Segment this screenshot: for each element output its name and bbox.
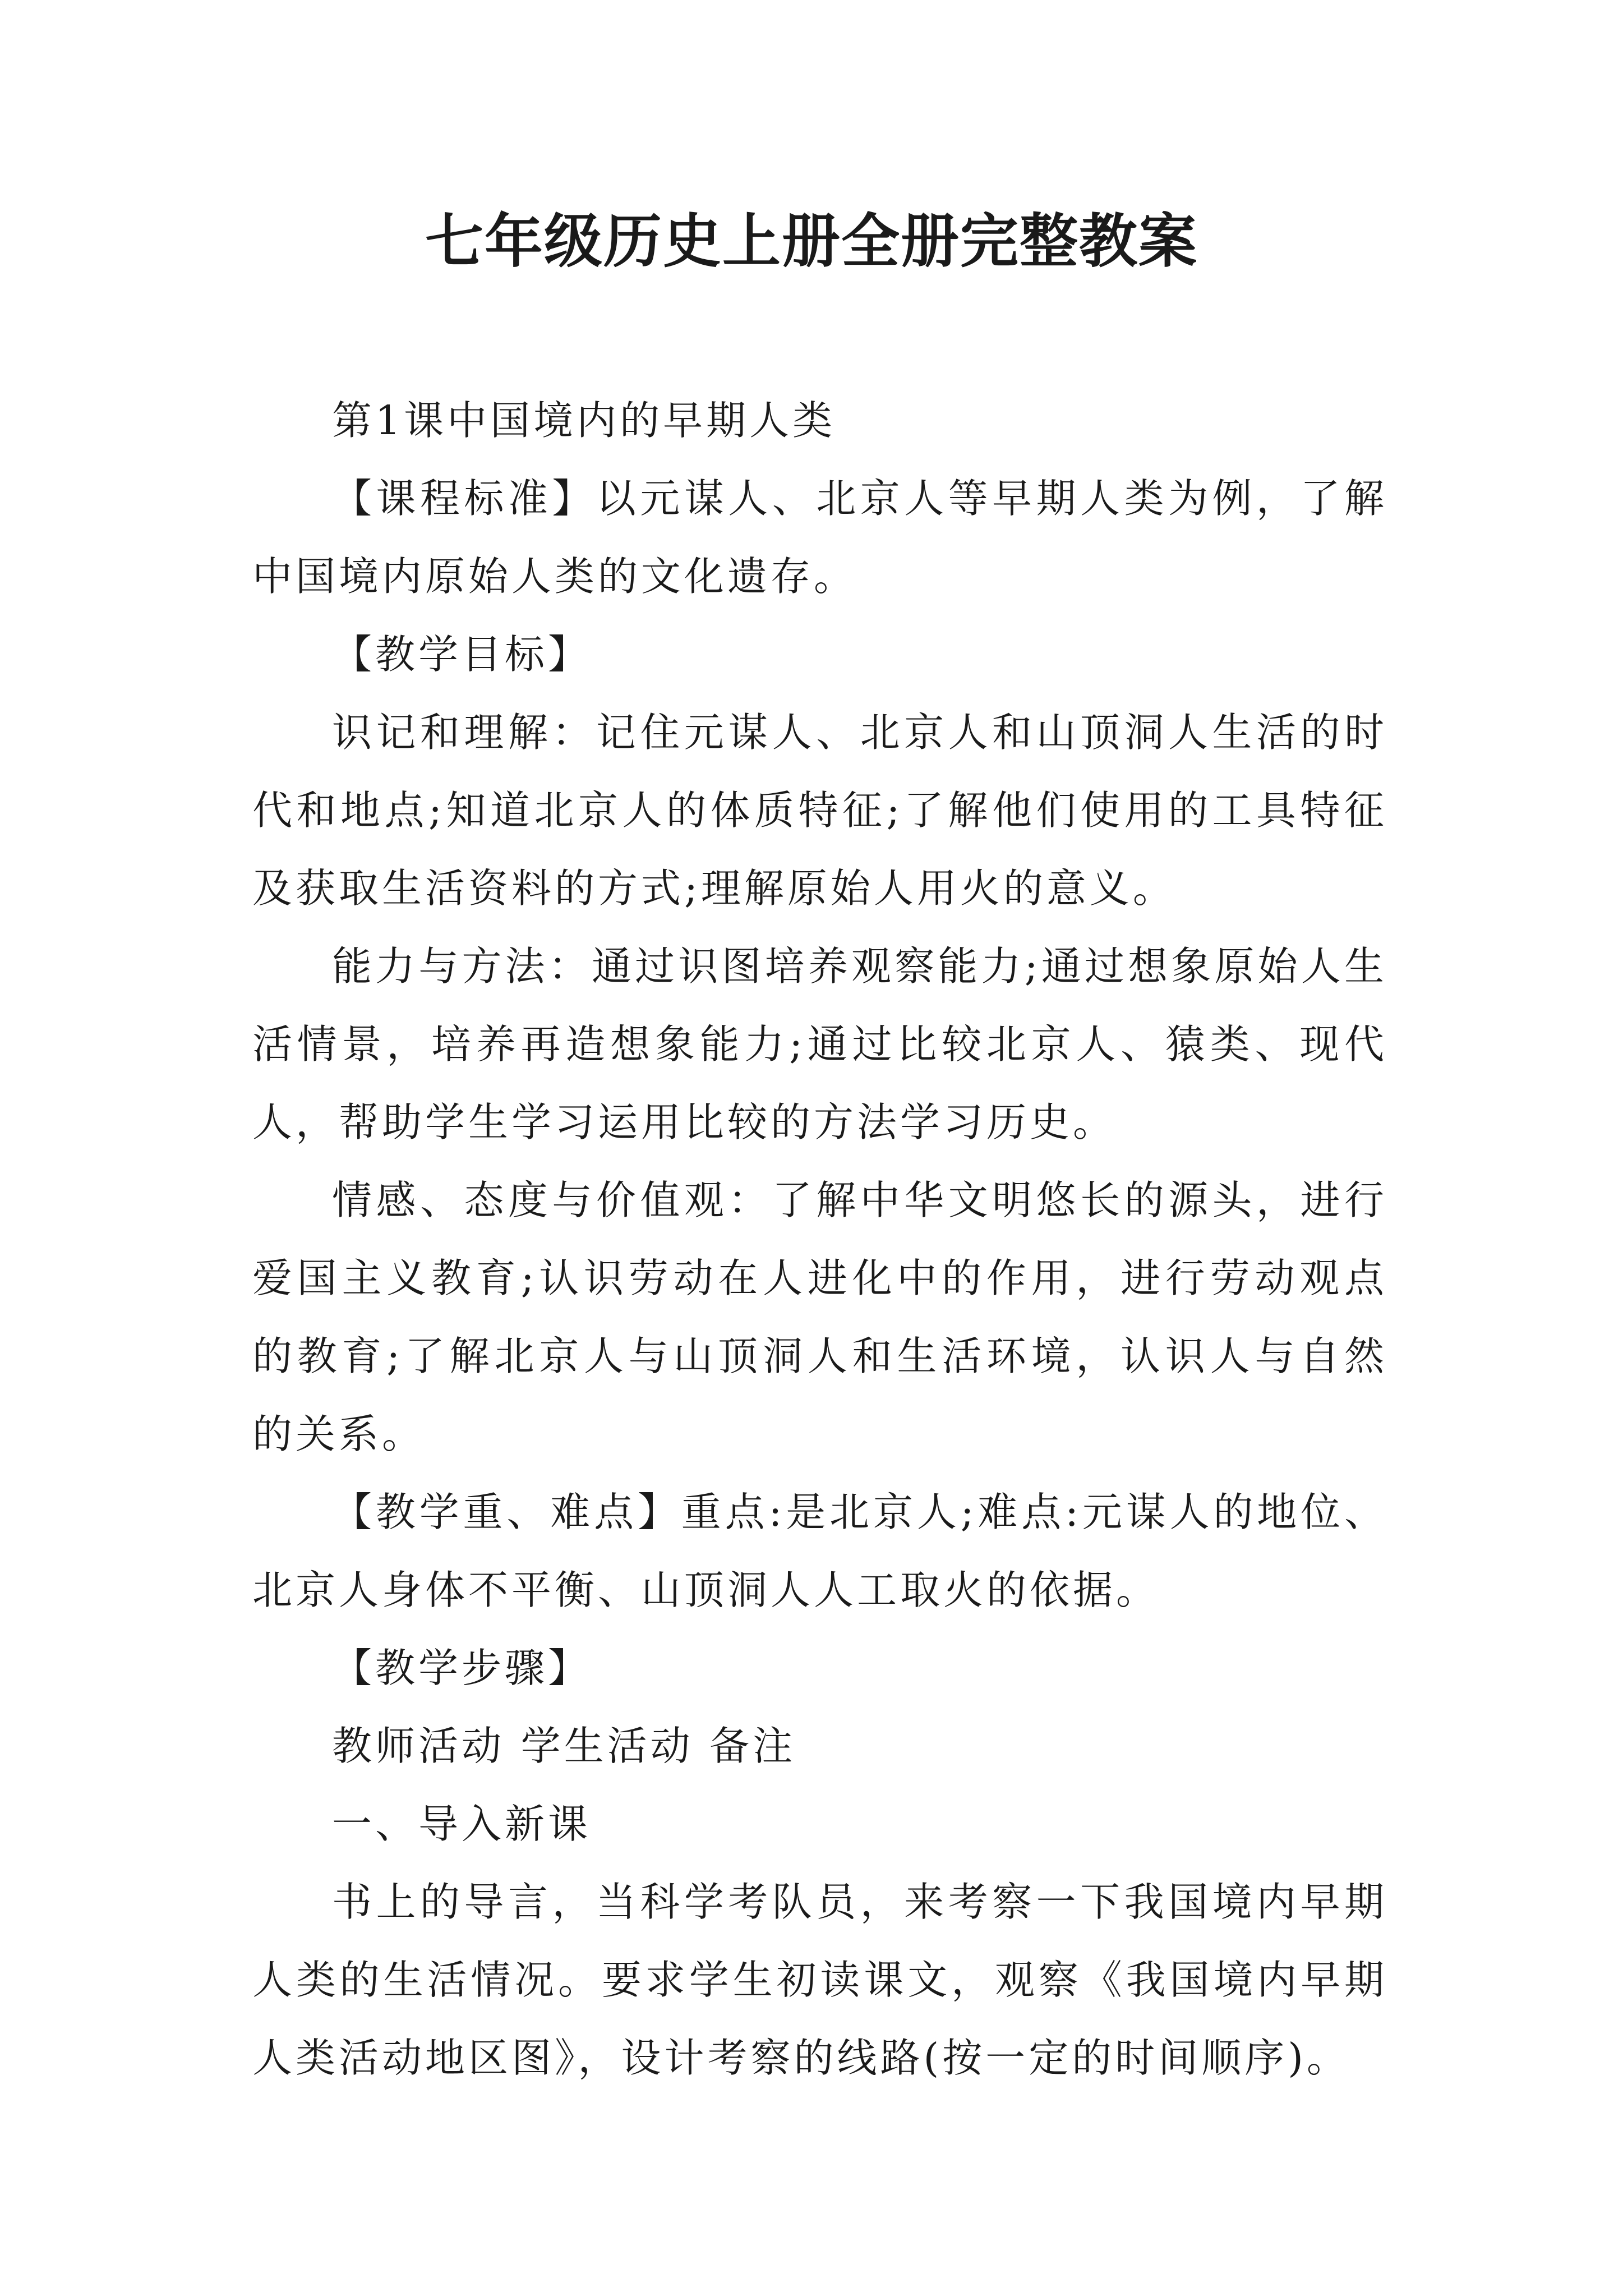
paragraph-knowledge-objective: 识记和理解：记住元谋人、北京人和山顶洞人生活的时代和地点;知道北京人的体质特征;了解他们使用的工具特征及获取生活资料的方式;理解原始人用火的意义。 [252, 709, 1387, 912]
paragraph-activity-columns: 教师活动 学生活动 备注 [332, 1723, 796, 1769]
document-body [252, 381, 1387, 2097]
paragraph-emotion-objective: 情感、态度与价值观：了解中华文明悠长的源头，进行爱国主义教育;认识劳动在人进化中的作用，进行劳动观点的教育;了解北京人与山顶洞人和生活环境，认识人与自然的关系。 [252, 1177, 1387, 1457]
heading-teaching-steps: 【教学步骤】 [332, 1645, 592, 1691]
paragraph-introduction: 书上的导言，当科学考队员，来考察一下我国境内早期人类的生活情况。要求学生初读课文，观察《我国境内早期人类活动地区图》，设计考察的线路(按一定的时间顺序)。 [252, 1879, 1387, 2081]
paragraph-curriculum-standard: 【课程标准】以元谋人、北京人等早期人类为例，了解中国境内原始人类的文化遗存。 [252, 475, 1387, 600]
paragraph-ability-objective: 能力与方法：通过识图培养观察能力;通过想象原始人生活情景，培养再造想象能力;通过比较北京人、猿类、现代人，帮助学生学习运用比较的方法学习历史。 [252, 943, 1387, 1145]
paragraph-key-difficult-points: 【教学重、难点】重点:是北京人;难点:元谋人的地位、北京人身体不平衡、山顶洞人人工取火的依据。 [252, 1489, 1387, 1613]
lesson-heading: 第1课中国境内的早期人类 [332, 397, 836, 444]
heading-introduction: 一、导入新课 [332, 1801, 592, 1847]
document-title: 七年级历史上册全册完整教案 [425, 206, 1198, 275]
heading-teaching-objectives: 【教学目标】 [332, 631, 592, 678]
